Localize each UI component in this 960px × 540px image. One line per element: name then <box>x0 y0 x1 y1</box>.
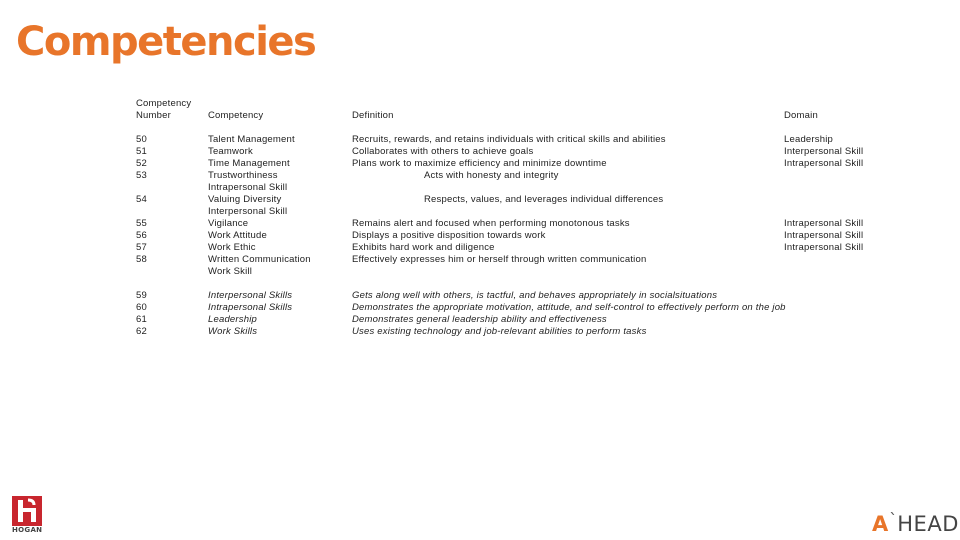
header-domain: Domain <box>784 110 818 121</box>
group-4-competencies <box>208 290 292 338</box>
competency-cell: Time Management <box>208 158 290 169</box>
ahead-logo-a: A <box>872 512 889 536</box>
group-1-definitions <box>352 134 666 182</box>
header-competency: Competency <box>208 110 264 121</box>
definition-cell: Demonstrates the appropriate motivation, attitude, and self-control to effectively perform on the job <box>352 302 786 313</box>
number-cell: 61 <box>136 314 147 325</box>
definition-cell: Demonstrates general leadership ability and effectiveness <box>352 314 607 325</box>
group-3-definitions <box>352 218 646 266</box>
definition-cell: Exhibits hard work and diligence <box>352 242 495 253</box>
domain-cell: Leadership <box>784 134 834 145</box>
competency-cell: Valuing Diversity <box>208 194 282 205</box>
competency-cell: Interpersonal Skill <box>208 206 288 217</box>
domain-cell: Interpersonal Skill <box>784 146 864 157</box>
competency-cell: Written Communication <box>208 254 311 265</box>
group-1-domains <box>784 134 863 170</box>
group-2-competencies <box>208 194 287 218</box>
domain-cell: Intrapersonal Skill <box>784 218 864 229</box>
group-4-definitions <box>352 290 786 338</box>
number-cell: 52 <box>136 158 147 169</box>
number-cell: 58 <box>136 254 147 265</box>
domain-cell: Intrapersonal Skill <box>784 242 864 253</box>
group-3-numbers <box>136 218 147 266</box>
header-competency-number <box>136 98 191 122</box>
header-number-line2: Number <box>136 110 171 121</box>
definition-cell: Acts with honesty and integrity <box>424 170 559 181</box>
number-cell: 57 <box>136 242 147 253</box>
competency-cell: Vigilance <box>208 218 249 229</box>
competency-cell: Talent Management <box>208 134 295 145</box>
number-cell: 55 <box>136 218 147 229</box>
group-2-definitions <box>352 194 663 206</box>
competency-cell: Leadership <box>208 314 258 325</box>
definition-cell: Displays a positive disposition towards work <box>352 230 546 241</box>
competency-cell: Intrapersonal Skills <box>208 302 293 313</box>
page-title: Competencies <box>16 19 316 65</box>
number-cell: 53 <box>136 170 147 181</box>
hogan-h-icon <box>12 496 42 526</box>
definition-cell: Remains alert and focused when performing monotonous tasks <box>352 218 630 229</box>
definition-cell: Gets along well with others, is tactful, and behaves appropriately in socialsituations <box>352 290 718 301</box>
competency-cell: Teamwork <box>208 146 253 157</box>
domain-cell: Intrapersonal Skill <box>784 230 864 241</box>
competency-cell: Intrapersonal Skill <box>208 182 288 193</box>
competency-cell: Interpersonal Skills <box>208 290 293 301</box>
definition-cell: Recruits, rewards, and retains individuals with critical skills and abilities <box>352 134 666 145</box>
competency-cell: Work Skill <box>208 266 253 277</box>
competency-cell: Trustworthiness <box>208 170 278 181</box>
number-cell: 59 <box>136 290 147 301</box>
number-cell: 62 <box>136 326 147 337</box>
definition-cell: Effectively expresses him or herself through written communication <box>352 254 647 265</box>
ahead-logo-tick: ` <box>889 510 898 529</box>
ahead-logo <box>872 512 959 536</box>
group-4-numbers <box>136 290 147 338</box>
competency-cell: Work Skills <box>208 326 258 337</box>
definition-cell: Plans work to maximize efficiency and minimize downtime <box>352 158 607 169</box>
competency-cell: Work Ethic <box>208 242 256 253</box>
group-3-domains <box>784 218 863 254</box>
number-cell: 60 <box>136 302 147 313</box>
header-number-line1: Competency <box>136 98 192 109</box>
definition-cell: Uses existing technology and job-relevant abilities to perform tasks <box>352 326 647 337</box>
definition-cell: Collaborates with others to achieve goals <box>352 146 534 157</box>
group-1-numbers <box>136 134 147 182</box>
ahead-logo-head: HEAD <box>897 512 959 536</box>
group-1-competencies <box>208 134 295 194</box>
domain-cell: Intrapersonal Skill <box>784 158 864 169</box>
number-cell: 56 <box>136 230 147 241</box>
hogan-logo <box>12 496 42 536</box>
competency-cell: Work Attitude <box>208 230 267 241</box>
group-2-numbers <box>136 194 147 206</box>
header-definition: Definition <box>352 110 394 121</box>
number-cell: 51 <box>136 146 147 157</box>
group-3-competencies <box>208 218 311 278</box>
hogan-wordmark: HOGAN <box>12 526 43 534</box>
definition-cell: Respects, values, and leverages individual differences <box>424 194 664 205</box>
number-cell: 54 <box>136 194 147 205</box>
number-cell: 50 <box>136 134 147 145</box>
